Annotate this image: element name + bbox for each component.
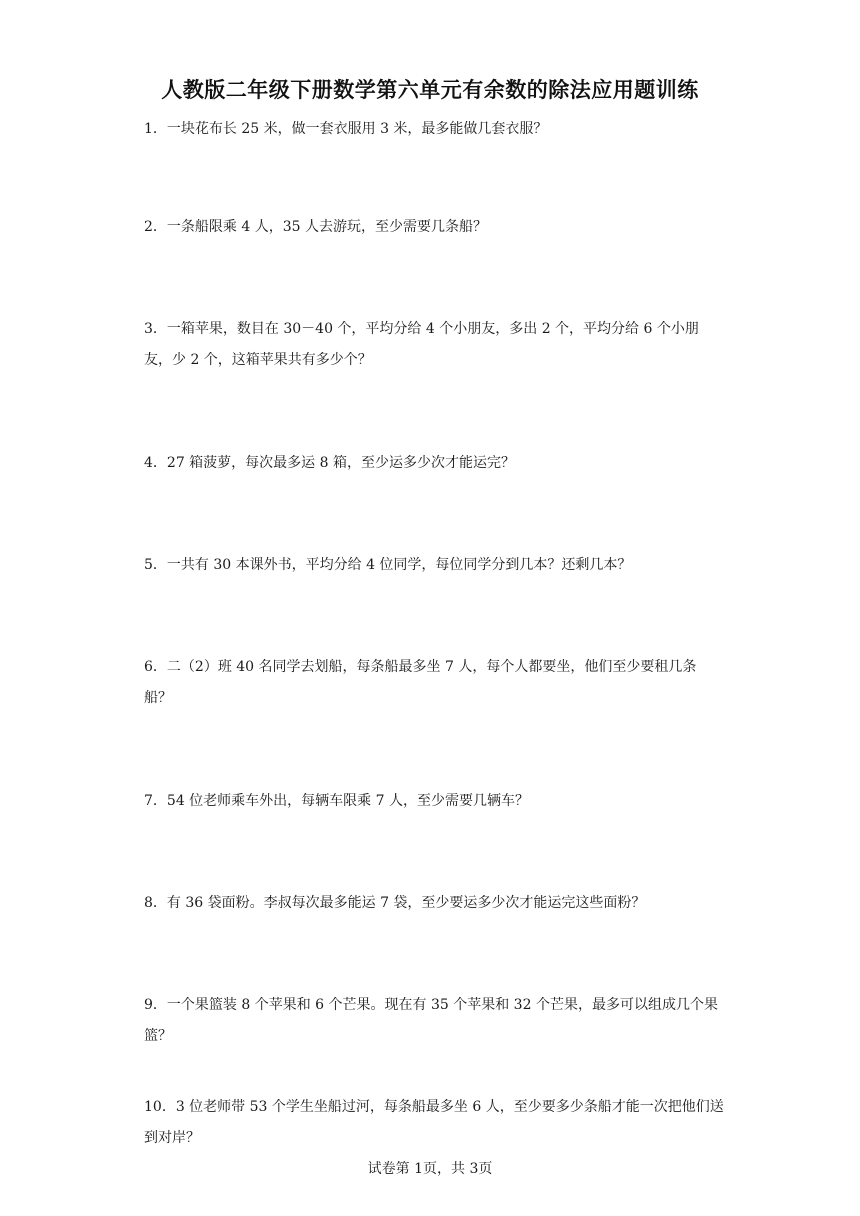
question-10: 10．3 位老师带 53 个学生坐船过河，每条船最多坐 6 人，至少要多少条船才能一次把他们送到对岸？ (144, 1099, 724, 1146)
question-9: 9．一个果篮装 8 个苹果和 6 个芒果。现在有 35 个苹果和 32 个芒果，最多可以组成几个果篮？ (144, 997, 718, 1044)
page-title: 人教版二年级下册数学第六单元有余数的除法应用题训练 (161, 78, 699, 102)
question-5: 5．一共有 30 本课外书，平均分给 4 位同学，每位同学分到几本？还剩几本？ (144, 557, 632, 573)
question-4: 4．27 箱菠萝，每次最多运 8 箱，至少运多少次才能运完？ (144, 455, 515, 471)
question-6: 6．二（2）班 40 名同学去划船，每条船最多坐 7 人，每个人都要坐，他们至少要租几条船？ (144, 659, 697, 706)
question-1: 1．一块花布长 25 米，做一套衣服用 3 米，最多能做几套衣服？ (144, 121, 548, 137)
question-3: 3．一箱苹果，数目在 30－40 个，平均分给 4 个小朋友，多出 2 个，平均分给 6 个小朋友，少 2 个，这箱苹果共有多少个？ (144, 321, 699, 368)
question-7: 7．54 位老师乘车外出，每辆车限乘 7 人，至少需要几辆车？ (144, 793, 529, 809)
question-2: 2．一条船限乘 4 人，35 人去游玩，至少需要几条船？ (144, 219, 487, 235)
page-footer: 试卷第 1页，共 3页 (367, 1161, 493, 1177)
question-8: 8．有 36 袋面粉。李叔每次最多能运 7 袋，至少要运多少次才能运完这些面粉？ (144, 895, 646, 911)
